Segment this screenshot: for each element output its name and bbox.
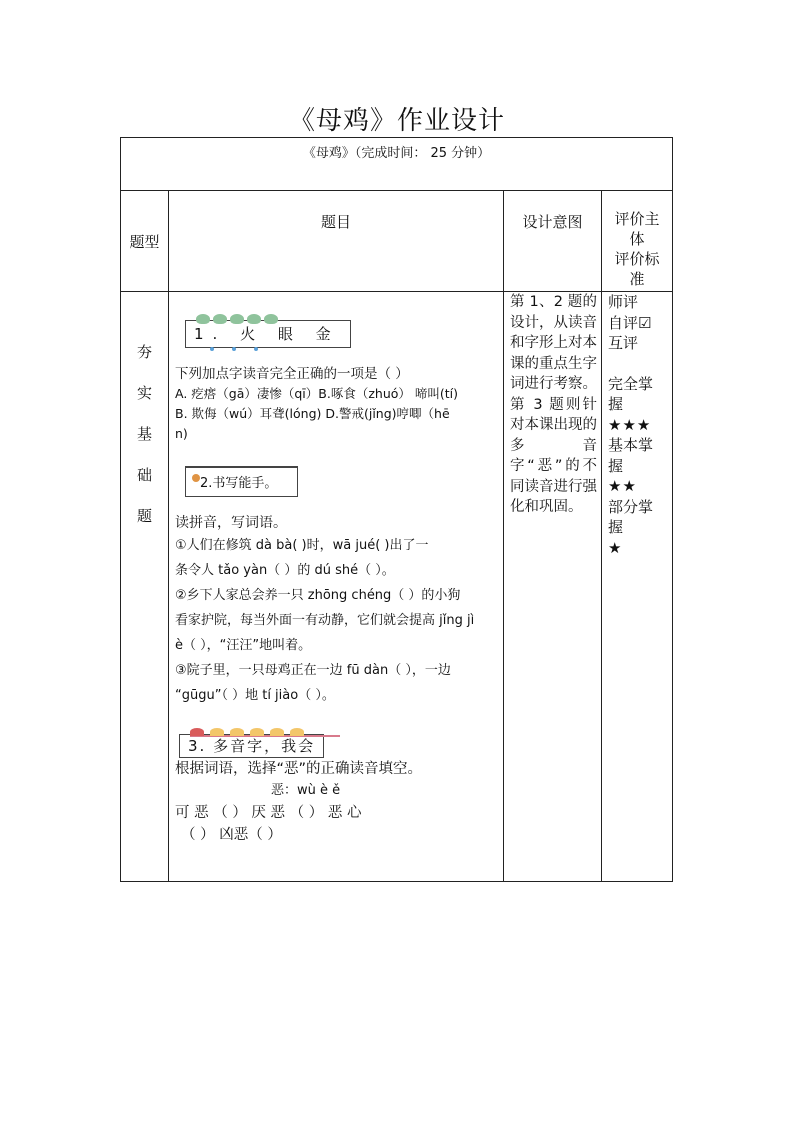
eval-line: 基本掌 — [608, 436, 654, 454]
eval-line: 自评☑ — [608, 313, 652, 332]
page-title: 《母鸡》作业设计 — [288, 106, 505, 136]
header-type: 题型 — [121, 191, 169, 292]
eval-line: 师评 — [608, 293, 639, 311]
header-evaluation: 评价主 体 评价标 准 — [602, 191, 673, 292]
section1-badge: 1. 火 眼 金 — [185, 320, 351, 348]
header-question: 题目 — [169, 191, 504, 292]
q2-line: 条令人 tǎo yàn（ ）的 dú shé（ ）。 — [175, 563, 395, 578]
q1-option: A. 疙瘩（gā）凄惨（qī）B.啄食（zhuó） 啼叫(tí) — [175, 386, 458, 401]
eval-stars: ★★ — [608, 477, 637, 495]
q2-line: ②乡下人家总会养一只 zhōng chéng（ ）的小狗 — [175, 588, 461, 603]
food-decoration-icon — [190, 721, 340, 737]
eval-line — [608, 354, 668, 374]
q1-option: n) — [175, 426, 188, 441]
q2-stem: 读拼音，写词语。 — [175, 515, 287, 531]
design-intent-cell: 第 1、2 题的设计，从读音和字形上对本课的重点生字词进行考察。第 3 题则针对本课出现的多音字“恶”的不同读音进行强化和巩固。 — [504, 292, 602, 882]
eval-line: 部分掌 — [608, 497, 654, 516]
eval-line: 握 — [608, 518, 624, 536]
q3-line: 可 恶 （ ） 厌 恶 （ ） 恶 心 — [175, 805, 362, 821]
q2-line: ③院子里，一只母鸡正在一边 fū dàn（ ），一边 — [175, 663, 451, 678]
type-char: 基 — [136, 425, 152, 443]
assignment-table — [120, 137, 673, 882]
section3-badge: 3. 多音字，我会 — [179, 734, 324, 758]
header-intent: 设计意图 — [504, 191, 602, 292]
eval-line: 互评 — [608, 334, 639, 352]
q1-stem: 下列加点字读音完全正确的一项是（ ） — [175, 366, 409, 382]
q3-readings: 恶：wù è ě — [271, 783, 341, 798]
type-char: 实 — [136, 384, 152, 402]
q3-stem: 根据词语，选择“恶”的正确读音填空。 — [175, 761, 423, 777]
question-type-cell — [121, 292, 169, 882]
table-subtitle: 《母鸡》（完成时间： 25 分钟） — [121, 138, 673, 191]
eval-line: 完全掌 — [608, 374, 654, 393]
type-char: 题 — [136, 507, 152, 525]
pencil-decoration-icon — [192, 474, 200, 482]
q2-line: 看家护院，每当外面一有动静，它们就会提高 jǐng jì — [175, 613, 475, 628]
question-content-cell — [169, 292, 504, 882]
q2-line: è（ ），“汪汪”地叫着。 — [175, 638, 312, 653]
q2-line: “gūgu”（ ）地 tí jiào（ ）。 — [175, 688, 335, 703]
section2-badge: 2.书写能手。 — [185, 466, 298, 497]
dots-decoration-icon — [210, 336, 276, 356]
eval-line: 握 — [608, 395, 624, 413]
evaluation-cell — [602, 292, 673, 882]
type-char: 础 — [136, 466, 152, 484]
q1-option: B. 欺侮（wú）耳聋(lóng) D.警戒(jǐng)哼唧（hē — [175, 406, 450, 421]
cloud-decoration-icon — [196, 309, 286, 321]
eval-stars: ★ — [608, 538, 623, 557]
q2-line: ①人们在修筑 dà bà( )时，wā jué( )出了一 — [175, 538, 429, 553]
eval-stars: ★★★ — [608, 415, 652, 434]
eval-line: 握 — [608, 456, 624, 475]
type-char: 夯 — [136, 343, 152, 361]
q3-line: （ ） 凶恶（ ） — [181, 827, 282, 843]
